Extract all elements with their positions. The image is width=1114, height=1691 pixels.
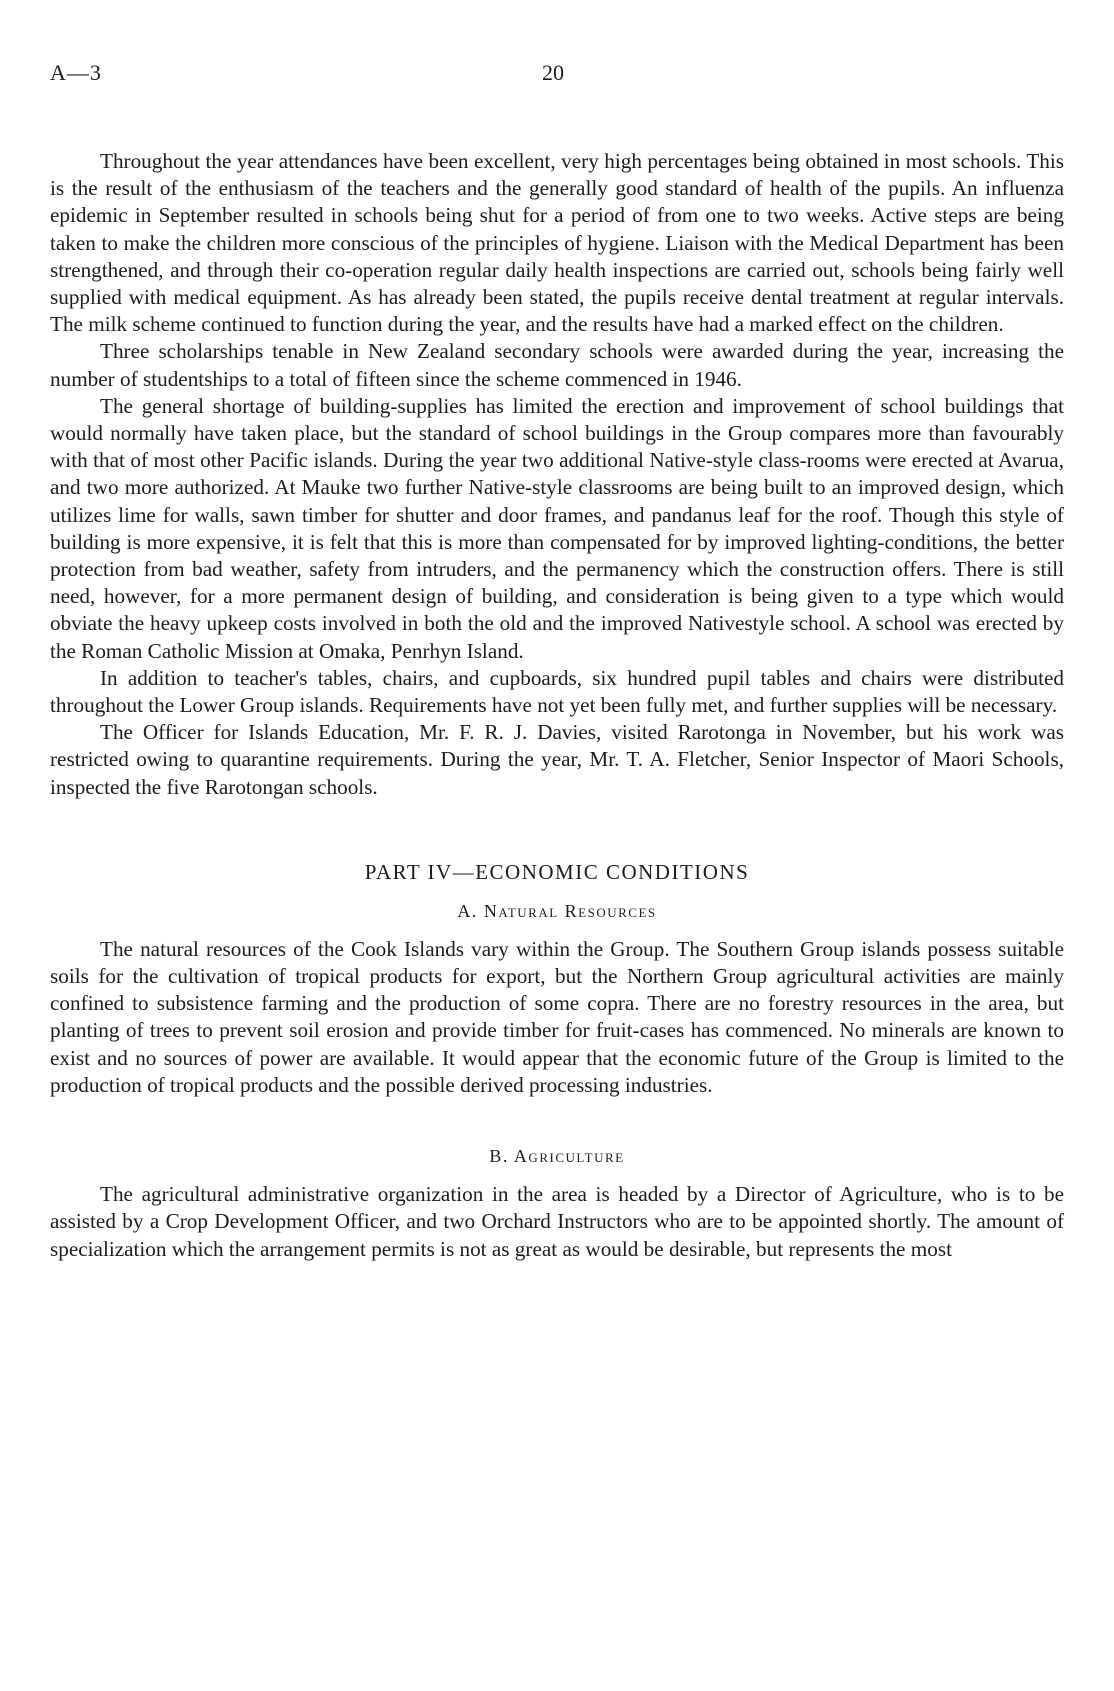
part-heading: PART IV—ECONOMIC CONDITIONS <box>364 859 750 884</box>
paragraph-scholarships: Three scholarships tenable in New Zealand secondary schools were awarded during the year, increasing the number of studentships to a total of fifteen since the scheme commenced in 1946. <box>50 339 1064 391</box>
paragraph-inspection: The Officer for Islands Education, Mr. F. R. J. Davies, visited Rarotonga in November, but his work was restricted owing to quarantine requirements. During the year, Mr. T. A. Fletcher, Senior Inspector of Maori Schools, inspected the five Rarotongan schools. <box>50 720 1064 799</box>
paragraph-furniture: In addition to teacher's tables, chairs, and cupboards, six hundred pupil tables and chairs were distributed throughout the Lower Group islands. Requirements have not yet been fully met, and further supplies will be necessary. <box>50 665 1064 718</box>
section-heading-natural-resources: A. Natural Resources <box>457 900 657 921</box>
document-body <box>50 148 1064 1263</box>
document-reference: A—3 <box>50 60 102 85</box>
paragraph-buildings: The general shortage of building-supplies has limited the erection and improvement of school buildings that would normally have taken place, but the standard of school buildings in the Group compares more than favourably with that of most other Pacific islands. During the year two additional Native-style class-rooms were erected at Avarua, and two more authorized. At Mauke two further Native-style classrooms are being built to an improved design, which utilizes lime for walls, sawn timber for shutter and door frames, and pandanus leaf for the roof. Though this style of building is more expensive, it is felt that this is more than compensated for by improved lighting-conditions, the better protection from bad weather, safety from intruders, and the permanency which the construction offers. There is still need, however, for a more permanent design of building, and consideration is being given to a type which would obviate the heavy upkeep costs involved in both the old and the improved Nativestyle school. A school was erected by the Roman Catholic Mission at Omaka, Penrhyn Island. <box>50 393 1064 663</box>
paragraph-natural-resources: The natural resources of the Cook Islands vary within the Group. The Southern Group islands possess suitable soils for the cultivation of tropical products for export, but the Northern Group agricultural activities are mainly confined to subsistence farming and the production of some copra. There are no forestry resources in the area, but planting of trees to prevent soil erosion and provide timber for fruit-cases has commenced. No minerals are known to exist and no sources of power are available. It would appear that the economic future of the Group is limited to the production of tropical products and the possible derived processing industries. <box>50 936 1064 1097</box>
document-page <box>50 60 1064 1263</box>
paragraph-agriculture: The agricultural administrative organization in the area is headed by a Director of Agriculture, who is to be assisted by a Crop Development Officer, and two Orchard Instructors who are to be appointed shortly. The amount of specialization which the arrangement permits is not as great as would be desirable, but represents the most <box>50 1182 1064 1261</box>
page-header <box>50 60 1064 100</box>
page-number: 20 <box>542 60 564 85</box>
paragraph-attendance: Throughout the year attendances have been excellent, very high percentages being obtained in most schools. This is the result of the enthusiasm of the teachers and the generally good standard of health of the pupils. An influenza epidemic in September resulted in schools being shut for a period of from one to two weeks. Active steps are being taken to make the children more conscious of the principles of hygiene. Liaison with the Medical Department has been strengthened, and through their co-operation regular daily health inspections are carried out, schools being fairly well supplied with medical equipment. As has already been stated, the pupils receive dental treatment at regular intervals. The milk scheme continued to function during the year, and the results have had a marked effect on the children. <box>50 149 1064 337</box>
section-heading-agriculture: B. Agriculture <box>489 1146 625 1167</box>
